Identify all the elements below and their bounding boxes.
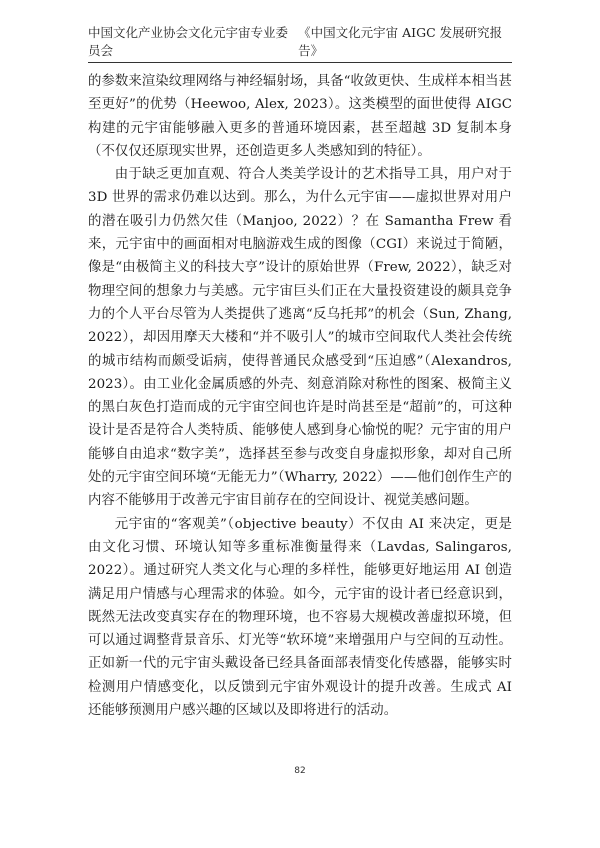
header-organization: 中国文化产业协会文化元宇宙专业委员会 bbox=[88, 25, 289, 58]
page-number: 82 bbox=[294, 766, 306, 776]
body-text bbox=[88, 70, 512, 722]
paragraph-3: 元宇宙的“客观美”（objective beauty）不仅由 AI 来决定，更是由文化习惯、环境认知等多重标准衡量得来（Lavdas, Salingaros, 2022）。通过研究人类文化与心理的多样性，能够更好地运用 AI 创造满足用户情感与心理需求的体验。如今，元宇宙的设计者已经意识到，既然无法改变真实存在的物理环境，也不容易大规模改善虚拟环境，但可以通过调整背景音乐、灯光等“软环境”来增强用户与空间的互动性。正如新一代的元宇宙头戴设备已经具备面部表情变化传感器，能够实时检测用户情感变化，以反馈到元宇宙外观设计的提升改善。生成式 AI 还能够预测用户感兴趣的区域以及即将进行的活动。 bbox=[88, 516, 512, 719]
header-divider bbox=[88, 62, 512, 63]
paragraph-1: 的参数来渲染纹理网络与神经辐射场，具备“收敛更快、生成样本相当甚至更好”的优势（Heewoo, Alex, 2023）。这类模型的面世使得 AIGC 构建的元宇宙能够融入更多的普通环境因素，甚至超越 3D 复制本身（不仅仅还原现实世界，还创造更多人类感知到的特征）。 bbox=[88, 74, 512, 159]
paragraph-2: 由于缺乏更加直观、符合人类美学设计的艺术指导工具，用户对于 3D 世界的需求仍难以达到。那么，为什么元宇宙——虚拟世界对用户的潜在吸引力仍然欠佳（Manjoo, 2022）？在 Samantha Frew 看来，元宇宙中的画面相对电脑游戏生成的图像（CGI）来说过于简陋，像是“由极简主义的科技大亨”设计的原始世界（Frew, 2022），缺乏对物理空间的想象力与美感。元宇宙巨头们正在大量投资建设的颇具竞争力的个人平台尽管为人类提供了逃离“反乌托邦”的机会（Sun, Zhang, 2022），却因用摩天大楼和“并不吸引人”的城市空间取代人类社会传统的城市结构而颇受诟病，使得普通民众感受到“压迫感”（Alexandros, 2023）。由工业化金属质感的外壳、刻意消除对称性的图案、极简主义的黑白灰色打造而成的元宇宙空间也许是时尚甚至是“超前”的，可这种设计是否是符合人类特质、能够使人感到身心愉悦的呢？元宇宙的用户能够自由追求“数字美”，选择甚至参与改变自身虚拟形象，却对自己所处的元宇宙空间环境“无能无力”（Wharry, 2022）——他们创作生产的内容不能够用于改善元宇宙目前存在的空间设计、视觉美感问题。 bbox=[88, 167, 512, 509]
page-header bbox=[88, 25, 512, 59]
header-report-title: 《中国文化元宇宙 AIGC 发展研究报告》 bbox=[298, 25, 503, 58]
